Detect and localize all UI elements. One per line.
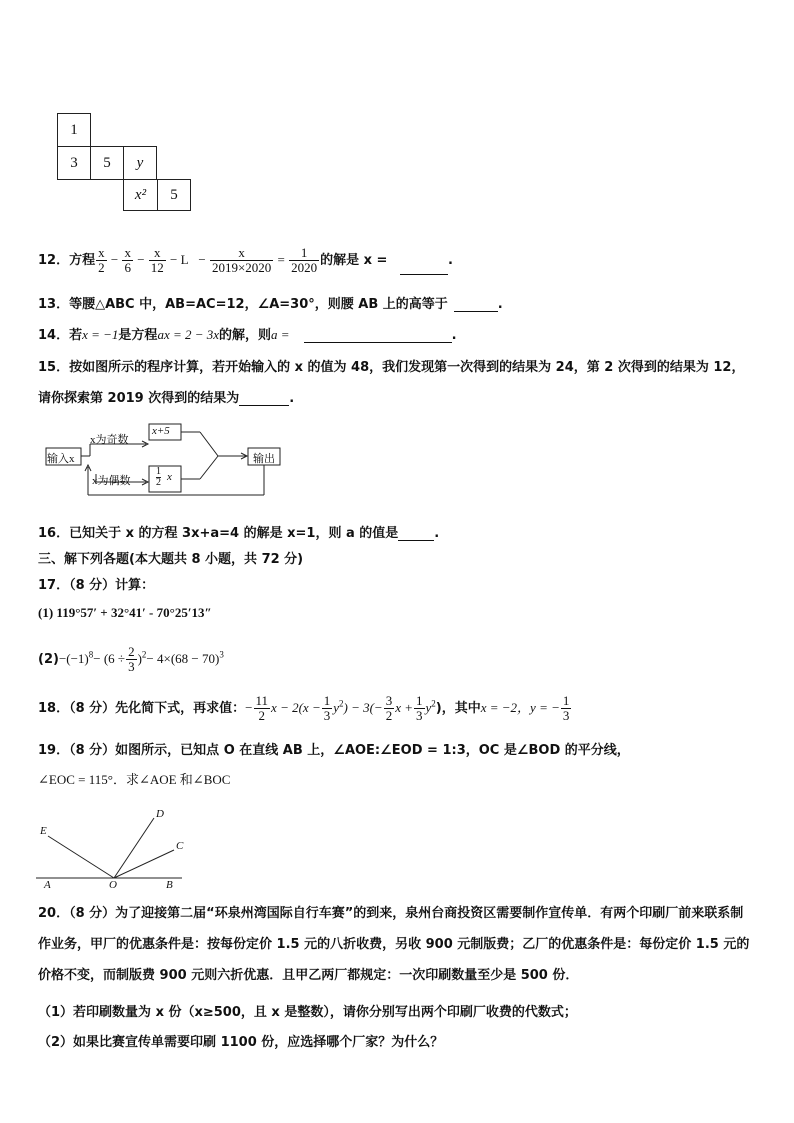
grid-cell: 5 xyxy=(157,179,191,211)
question-17-part1: (1) 119°57′ + 32°41′ - 70°25′13″ xyxy=(38,605,212,620)
grid-cell: 5 xyxy=(90,146,124,180)
fraction: $\frac{x}{2}$ xyxy=(98,245,105,275)
question-17-title: 17．（8 分）计算： xyxy=(38,578,155,593)
answer-blank[interactable] xyxy=(454,311,498,312)
point-label-b: B xyxy=(166,879,173,891)
question-prefix: 方程 xyxy=(69,253,96,268)
question-text: 16．已知关于 x 的方程 3x+a=4 的解是 x=1，则 a 的值是 xyxy=(38,526,399,541)
question-18: 18．（8 分）先化简下式，再求值：− $\frac{11}{2}$ x − 2(x − $\frac{1}{3}$ $y^2) - 3(-$ $\frac{3}{2}$ x + $\frac{1}{3}$ $y^2$)，其中x = −2，y = − $\frac{1}{3}$ xyxy=(38,693,570,723)
flow-odd-label: x为奇数 xyxy=(90,434,129,446)
question-text: 请你探索第 2019 次得到的结果为 xyxy=(38,391,240,406)
flow-op2-fraction: 1 2 xyxy=(156,466,161,488)
question-14 xyxy=(38,324,457,343)
question-20-body: 20．（8 分）为了迎接第二届“环泉州湾国际自行车赛”的到来，泉州台商投资区需要制作宣传单．有两个印刷厂前来联系制作业务，甲厂的优惠条件是：按每份定价 1.5 元的八折收费，另收 900 元制版费；乙厂的优惠条件是：每份定价 1.5 元的价格不变，而制版费 900 元则六折优惠．且甲乙两厂都规定：一次印刷数量至少是 500 份． xyxy=(38,906,750,983)
question-12: 12．方程 $\frac{x}{2}$ − $\frac{x}{6}$ − $\frac{x}{12}$ − L − $\frac{x}{2019\times 2020}$ = $\frac{1}{2020}$ 的解是 x = . xyxy=(38,245,453,275)
point-label-o: O xyxy=(109,879,117,891)
grid-cell: 3 xyxy=(57,146,91,180)
op2-box xyxy=(149,466,181,492)
point-label-d: D xyxy=(156,808,164,820)
period: . xyxy=(289,391,295,406)
question-13 xyxy=(38,293,503,312)
fraction: $\frac{x}{2019\times 2020}$ xyxy=(211,245,272,275)
equation: ax = 2 − 3x xyxy=(157,327,220,342)
grid-cell: y xyxy=(123,146,157,180)
fraction: $\frac{1}{2020}$ xyxy=(291,245,318,275)
point-label-e: E xyxy=(40,825,47,837)
question-number: 12． xyxy=(38,253,70,268)
flow-op1-label: x+5 xyxy=(152,425,170,437)
question-text: 是方程 xyxy=(118,328,158,343)
flow-output-label: 输出 xyxy=(253,453,275,465)
period: . xyxy=(497,297,503,312)
grid-cell: 1 xyxy=(57,113,91,147)
point-label-a: A xyxy=(44,879,51,891)
ellipsis: L xyxy=(180,252,189,267)
question-suffix: 的解是 x = xyxy=(320,253,392,268)
question-prefix: 14．若 xyxy=(38,328,83,343)
period: . xyxy=(434,526,440,541)
question-20-part2: （2）如果比赛宣传单需要印刷 1100 份，应选择哪个厂家？为什么？ xyxy=(38,1035,444,1050)
question-16 xyxy=(38,522,439,541)
answer-blank[interactable] xyxy=(400,274,448,275)
question-20-part1: （1）若印刷数量为 x 份（x≥500，且 x 是整数），请你分别写出两个印刷厂收费的代数式； xyxy=(38,1005,577,1020)
grid-cell: x² xyxy=(123,179,158,211)
fraction: $\frac{x}{6}$ xyxy=(124,245,131,275)
question-15-line1: 15．按如图所示的程序计算，若开始输入的 x 的值为 48，我们发现第一次得到的结果为 24，第 2 次得到的结果为 12， xyxy=(38,360,745,375)
flow-input-label: 输入x xyxy=(47,453,75,465)
question-19-line2: ∠EOC = 115°．求∠AOE 和∠BOC xyxy=(38,772,231,787)
question-17-part2: $(2)-(-1)^8- (6$ ÷ $\frac{2}{3}$ )$^2- 4\times(68 - 70)^3$ xyxy=(38,644,224,674)
question-text: 的解，则 xyxy=(219,328,272,343)
flow-even-label: x为偶数 xyxy=(92,475,131,487)
answer-blank[interactable] xyxy=(239,405,289,406)
angle-figure xyxy=(36,806,196,890)
question-19-line1: 19．（8 分）如图所示，已知点 O 在直线 AB 上，∠AOE:∠EOD = 1:3，OC 是∠BOD 的平分线， xyxy=(38,743,630,758)
question-text: 13．等腰△ABC 中，AB=AC=12，∠A=30°，则腰 AB 上的高等于 xyxy=(38,297,448,312)
question-prefix: 18．（8 分）先化简下式，再求值： xyxy=(38,701,246,716)
section-heading: 三、解下列各题(本大题共 8 小题，共 72 分) xyxy=(38,552,304,567)
fraction: $\frac{x}{12}$ xyxy=(150,245,164,275)
period: . xyxy=(447,253,453,268)
point-label-c: C xyxy=(176,840,184,852)
flow-op2-var: x xyxy=(167,471,172,483)
equation: x = −1 xyxy=(82,327,119,342)
fraction: $\frac{2}{3}$ xyxy=(128,644,135,674)
variable: a = xyxy=(271,327,290,342)
answer-blank[interactable] xyxy=(398,540,434,541)
period: . xyxy=(451,328,457,343)
question-15-line2 xyxy=(38,387,294,406)
answer-blank[interactable] xyxy=(304,342,452,343)
